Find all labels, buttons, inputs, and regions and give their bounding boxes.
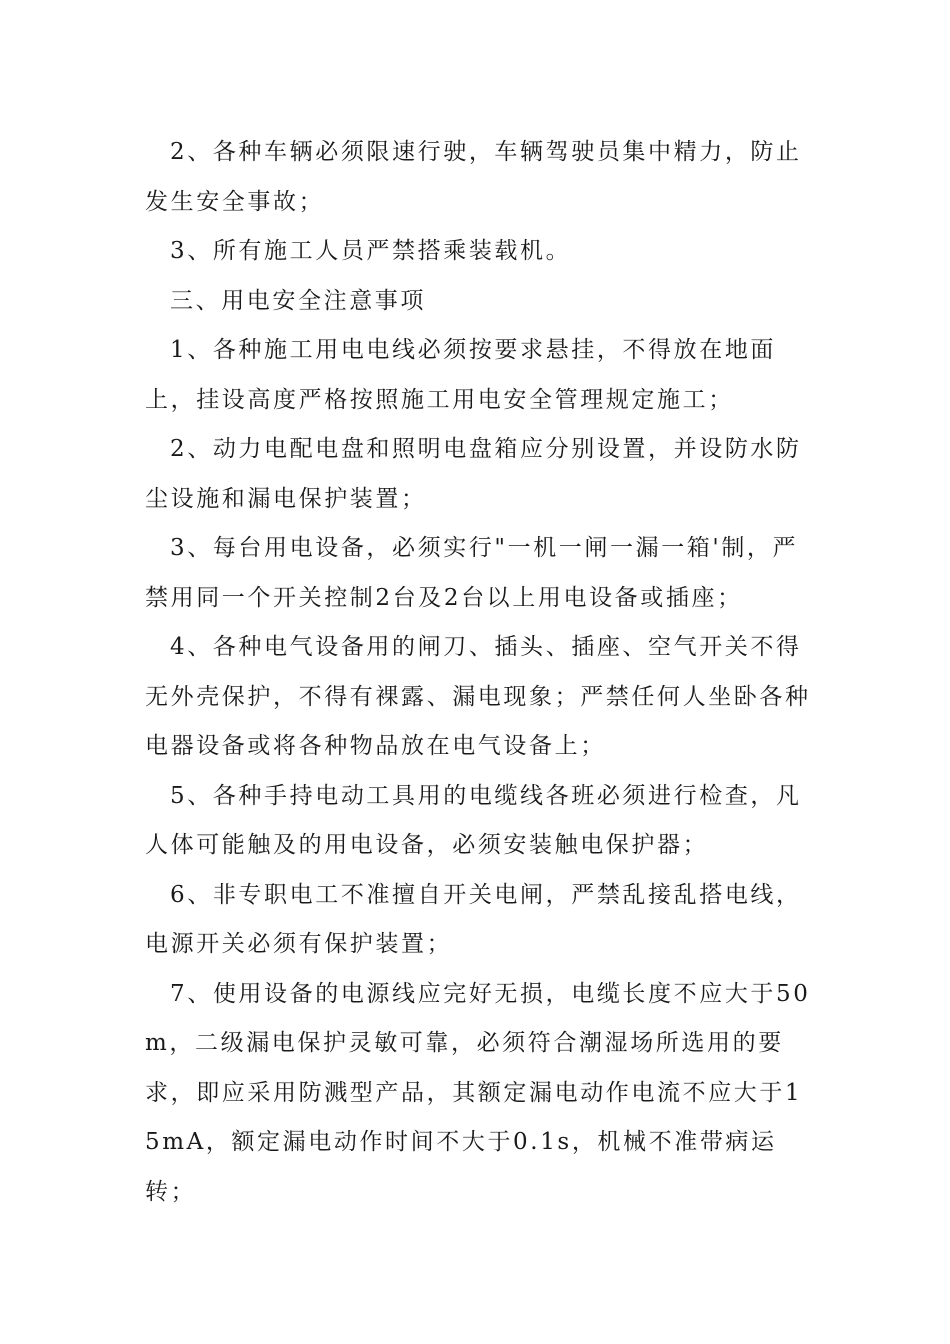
section-heading-electrical-safety: 三、用电安全注意事项 (170, 287, 426, 314)
paragraph-wire-suspension: 1、各种施工用电电线必须按要求悬挂，不得放在地面上，挂设高度严格按照施工用电安全管理规定施工； (145, 337, 777, 413)
paragraph-distribution-boxes: 2、动力电配电盘和照明电盘箱应分别设置，并设防水防尘设施和漏电保护装置； (145, 436, 802, 512)
paragraph-handheld-tools: 5、各种手持电动工具用的电缆线各班必须进行检查，凡人体可能触及的用电设备，必须安装触电保护器； (145, 782, 802, 858)
document-body (145, 128, 815, 1217)
paragraph-equipment-enclosures: 4、各种电气设备用的闸刀、插头、插座、空气开关不得无外壳保护，不得有裸露、漏电现象；严禁任何人坐卧各种电器设备或将各种物品放在电气设备上； (145, 634, 811, 759)
paragraph-vehicle-speed-limit: 2、各种车辆必须限速行驶，车辆驾驶员集中精力，防止发生安全事故； (145, 139, 802, 215)
paragraph-no-riding-loader: 3、所有施工人员严禁搭乘装载机。 (170, 238, 572, 264)
paragraph-power-cables: 7、使用设备的电源线应完好无损，电缆长度不应大于50m，二级漏电保护灵敏可靠，必须符合潮湿场所选用的要求，即应采用防溅型产品，其额定漏电动作电流不应大于15mA，额定漏电动作时间不大于0.1s，机械不准带病运转； (145, 980, 811, 1205)
paragraph-one-machine-one-switch: 3、每台用电设备，必须实行"一机一闸一漏一箱'制，严禁用同一个开关控制2台及2台以上用电设备或插座； (145, 535, 799, 611)
paragraph-non-electricians: 6、非专职电工不准擅自开关电闸，严禁乱接乱搭电线，电源开关必须有保护装置； (145, 881, 802, 957)
